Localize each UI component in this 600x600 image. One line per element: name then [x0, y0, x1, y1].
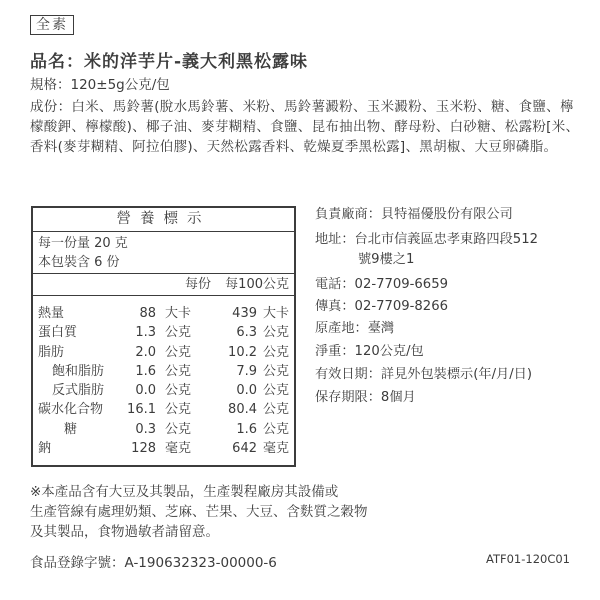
per-100g-unit: 公克 [262, 325, 289, 341]
per-serving-unit: 公克 [164, 363, 191, 379]
manufacturer: 負責廠商：貝特福優股份有限公司 [315, 207, 513, 222]
per-serving-value: 1.6 [135, 363, 156, 379]
per-serving-value: 0.3 [135, 421, 156, 437]
address-continued: 號9樓之1 [358, 252, 415, 267]
per-100g-unit: 公克 [262, 363, 289, 379]
product-spec: 規格：120±5g公克/包 [30, 77, 170, 93]
per-100g-value: 642 [232, 441, 257, 457]
vegan-badge: 全素 [30, 15, 74, 35]
shelf-life: 保存期限：8個月 [315, 390, 416, 405]
per-serving-unit: 公克 [164, 344, 191, 360]
product-name: 品名：米的洋芋片-義大利黑松露味 [30, 52, 309, 72]
nutrition-row [33, 362, 294, 381]
per-serving-unit: 公克 [164, 325, 191, 341]
nutrient-name: 碳水化合物 [38, 402, 104, 418]
ingredients-text: 成份：白米、馬鈴薯(脫水馬鈴薯、米粉、馬鈴薯澱粉、玉米澱粉、玉米粉、糖、食鹽、檸檬酸鉀、檸檬酸)、椰子油、麥芽糊精、食鹽、昆布抽出物、酵母粉、白砂糖、松露粉[米、香料(麥芽糊精、阿拉伯膠)、天然松露香料、乾燥夏季黑松露]、黑胡椒、大豆卵磷脂。 [30, 99, 580, 155]
label-code: ATF01-120C01 [485, 552, 570, 566]
per-serving-value: 2.0 [135, 344, 156, 360]
serving-info [33, 232, 294, 274]
nutrient-name: 反式脂肪 [52, 383, 105, 399]
nutrition-rows [33, 296, 294, 458]
allergen-note-line: 生產管線有處理奶類、芝麻、芒果、大豆、含麩質之穀物 [30, 504, 368, 520]
nutrition-title: 營養標示 [33, 208, 294, 232]
fax: 傳真：02-7709-8266 [315, 299, 448, 314]
nutrition-row [33, 323, 294, 342]
expiry-date: 有效日期：詳見外包裝標示(年/月/日) [315, 367, 532, 382]
per-100g-value: 1.6 [236, 421, 257, 437]
per-100g-value: 0.0 [236, 383, 257, 399]
per-100g-unit: 公克 [262, 383, 289, 399]
nutrient-name: 鈉 [38, 441, 52, 457]
serving-size: 每一份量 20 克 [38, 236, 128, 251]
per-serving-unit: 大卡 [164, 306, 191, 321]
per-100g-value: 6.3 [236, 325, 257, 341]
per-100g-unit: 公克 [262, 402, 289, 418]
nutrition-row [33, 400, 294, 419]
nutrient-name: 飽和脂肪 [52, 363, 105, 379]
per-serving-value: 128 [131, 441, 156, 457]
per-100g-value: 439 [232, 306, 257, 321]
phone: 電話：02-7709-6659 [315, 277, 448, 292]
nutrition-column-header [33, 274, 294, 296]
nutrition-row [33, 420, 294, 439]
per-serving-unit: 公克 [164, 421, 191, 437]
nutrition-row [33, 439, 294, 458]
nutrient-name: 熱量 [38, 306, 65, 321]
allergen-note-line: ※本產品含有大豆及其製品，生產製程廠房其設備或 [30, 484, 339, 500]
allergen-note-line: 及其製品，食物過敏者請留意。 [30, 524, 219, 540]
allergen-note [30, 482, 440, 542]
nutrient-name: 糖 [64, 421, 78, 437]
per-serving-unit: 公克 [164, 402, 191, 418]
per-100g-value: 10.2 [228, 344, 257, 360]
per-serving-value: 1.3 [135, 325, 156, 341]
per-100g-value: 80.4 [228, 402, 257, 418]
nutrition-row [33, 381, 294, 400]
per-100g-unit: 公克 [262, 344, 289, 360]
per-serving-value: 0.0 [135, 383, 156, 399]
nutrition-row [33, 343, 294, 362]
address: 地址：台北市信義區忠孝東路四段512 [315, 232, 538, 247]
servings-per-package: 本包裝含 6 份 [38, 255, 120, 270]
per-100g-header: 每100公克 [225, 277, 289, 292]
per-serving-unit: 公克 [164, 383, 191, 399]
per-serving-value: 88 [139, 306, 156, 321]
nutrient-name: 蛋白質 [38, 325, 78, 341]
per-100g-unit: 公克 [262, 421, 289, 437]
origin: 原產地：臺灣 [315, 321, 395, 336]
per-100g-unit: 大卡 [262, 306, 289, 321]
per-serving-unit: 毫克 [164, 441, 191, 457]
per-100g-value: 7.9 [236, 363, 257, 379]
nutrition-facts-table [31, 206, 296, 467]
nutrient-name: 脂肪 [38, 344, 65, 360]
per-serving-header: 每份 [184, 277, 211, 292]
per-100g-unit: 毫克 [262, 441, 289, 457]
net-weight: 淨重：120公克/包 [315, 344, 424, 359]
food-registration-number: 食品登錄字號：A-190632323-00000-6 [30, 555, 277, 571]
per-serving-value: 16.1 [127, 402, 156, 418]
nutrition-row [33, 304, 294, 323]
